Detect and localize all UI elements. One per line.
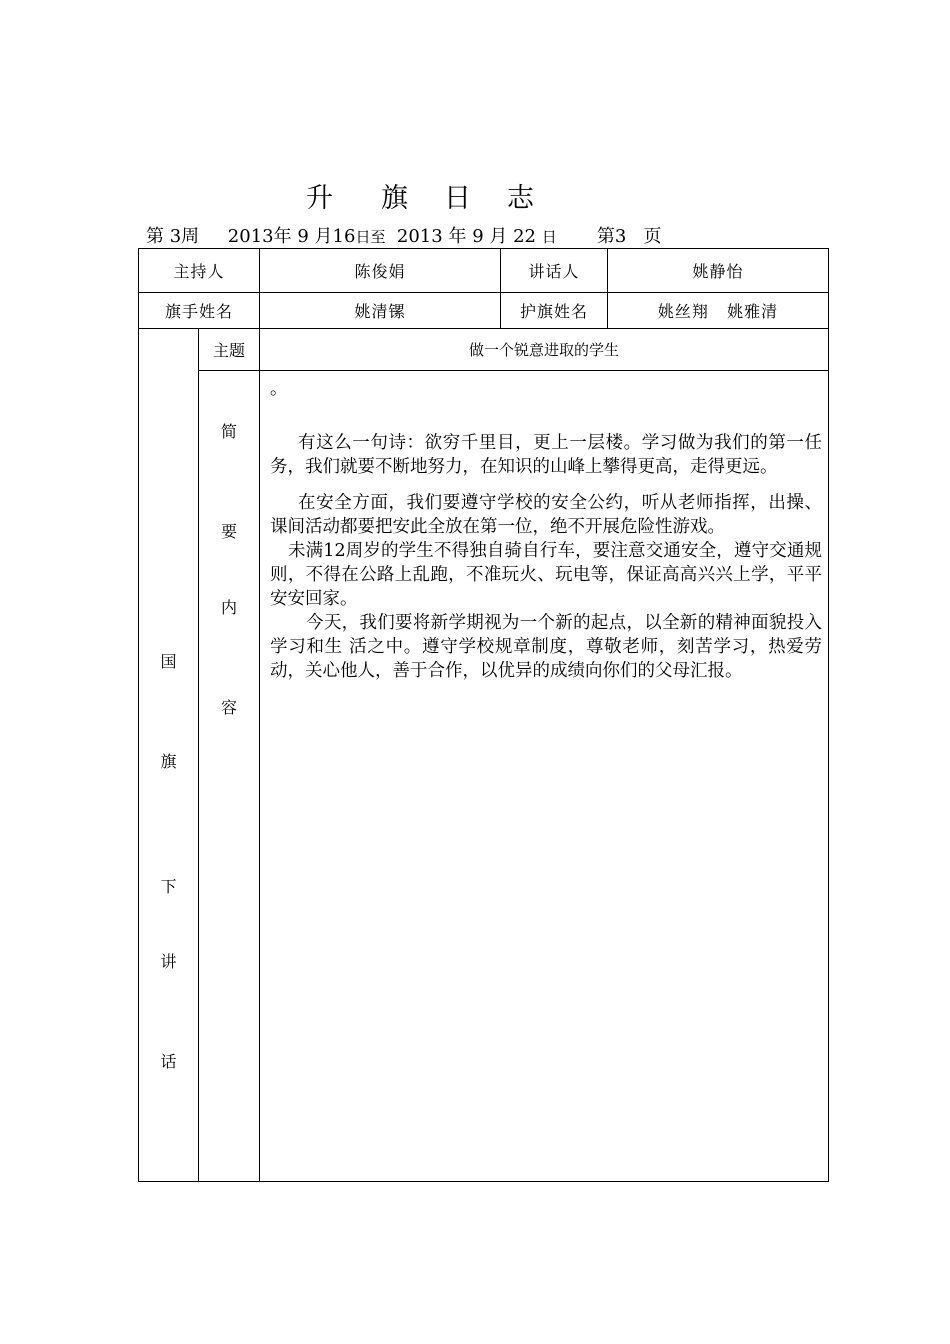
- topic-row: [139, 329, 829, 371]
- host-row: [139, 249, 829, 293]
- day-char: 日: [541, 228, 557, 246]
- day-to-char: 日至: [355, 228, 386, 246]
- title-char: 日: [444, 183, 471, 214]
- host-label: 主持人: [139, 249, 260, 293]
- topic-label: 主题: [199, 329, 260, 371]
- paragraph-3: 未满12周岁的学生不得独自骑自行车，要注意交通安全，遵守交通规则，不得在公路上乱跑，不准玩火、玩电等，保证高高兴兴上学，平平安安回家。: [270, 541, 823, 609]
- flag-bearer-value: 姚清镙: [260, 293, 501, 329]
- guard-label: 护旗姓名: [501, 293, 608, 329]
- start-year: 2013: [227, 226, 274, 247]
- flag-bearer-label: 旗手姓名: [139, 293, 260, 329]
- month-char: 月: [314, 226, 333, 247]
- speech-content: [260, 371, 829, 1182]
- flag-row: [139, 293, 829, 329]
- side-char: 下: [160, 877, 177, 896]
- paragraph-1: 有这么一句诗：欲穷千里目，更上一层楼。学习做为我们的第一任务，我们就要不断地努力，在知识的山峰上攀得更高，走得更远。: [270, 433, 823, 477]
- year-char: 年: [273, 226, 292, 247]
- week-date-line: [146, 222, 661, 248]
- guard-value: 姚丝翔 姚雅清: [608, 293, 829, 329]
- summary-char: 内: [221, 598, 238, 617]
- month-char: 月: [489, 226, 508, 247]
- speech-section-label: [139, 329, 199, 1182]
- document-title: [0, 176, 840, 215]
- side-char: 话: [160, 1052, 177, 1071]
- summary-char: 简: [221, 422, 238, 441]
- page-char: 页: [643, 226, 662, 247]
- flag-log-table: [138, 248, 829, 1182]
- title-char: 旗: [381, 183, 408, 214]
- start-month: 9: [297, 226, 309, 247]
- end-year: 2013: [396, 226, 443, 247]
- end-month: 9: [472, 226, 484, 247]
- summary-char: 要: [221, 522, 238, 541]
- title-char: 升: [306, 183, 333, 214]
- content-dot: 。: [270, 379, 288, 399]
- content-row: [139, 371, 829, 1182]
- page-number: 第3: [596, 226, 627, 247]
- summary-label: [199, 371, 260, 1182]
- year-char: 年: [448, 226, 467, 247]
- summary-char: 容: [221, 698, 238, 717]
- side-char: 旗: [160, 752, 177, 771]
- speaker-value: 姚静怡: [608, 249, 829, 293]
- end-day: 22: [513, 226, 537, 247]
- paragraph-4: 今天，我们要将新学期视为一个新的起点，以全新的精神面貌投入学习和生 活之中。遵守学校规章制度，尊敬老师，刻苦学习，热爱劳动，关心他人，善于合作，以优异的成绩向你们的父母汇报。: [270, 613, 823, 681]
- title-char: 志: [507, 183, 534, 214]
- paragraph-2: 在安全方面，我们要遵守学校的安全公约，听从老师指挥，出操、课间活动都要把安此全放在第一位，绝不开展危险性游戏。: [270, 493, 823, 537]
- side-char: 国: [160, 652, 177, 671]
- week-label: 第 3周: [146, 226, 200, 247]
- host-value: 陈俊娟: [260, 249, 501, 293]
- start-day: 16: [332, 226, 356, 247]
- side-char: 讲: [160, 952, 177, 971]
- topic-value: 做一个锐意进取的学生: [260, 329, 829, 371]
- speaker-label: 讲话人: [501, 249, 608, 293]
